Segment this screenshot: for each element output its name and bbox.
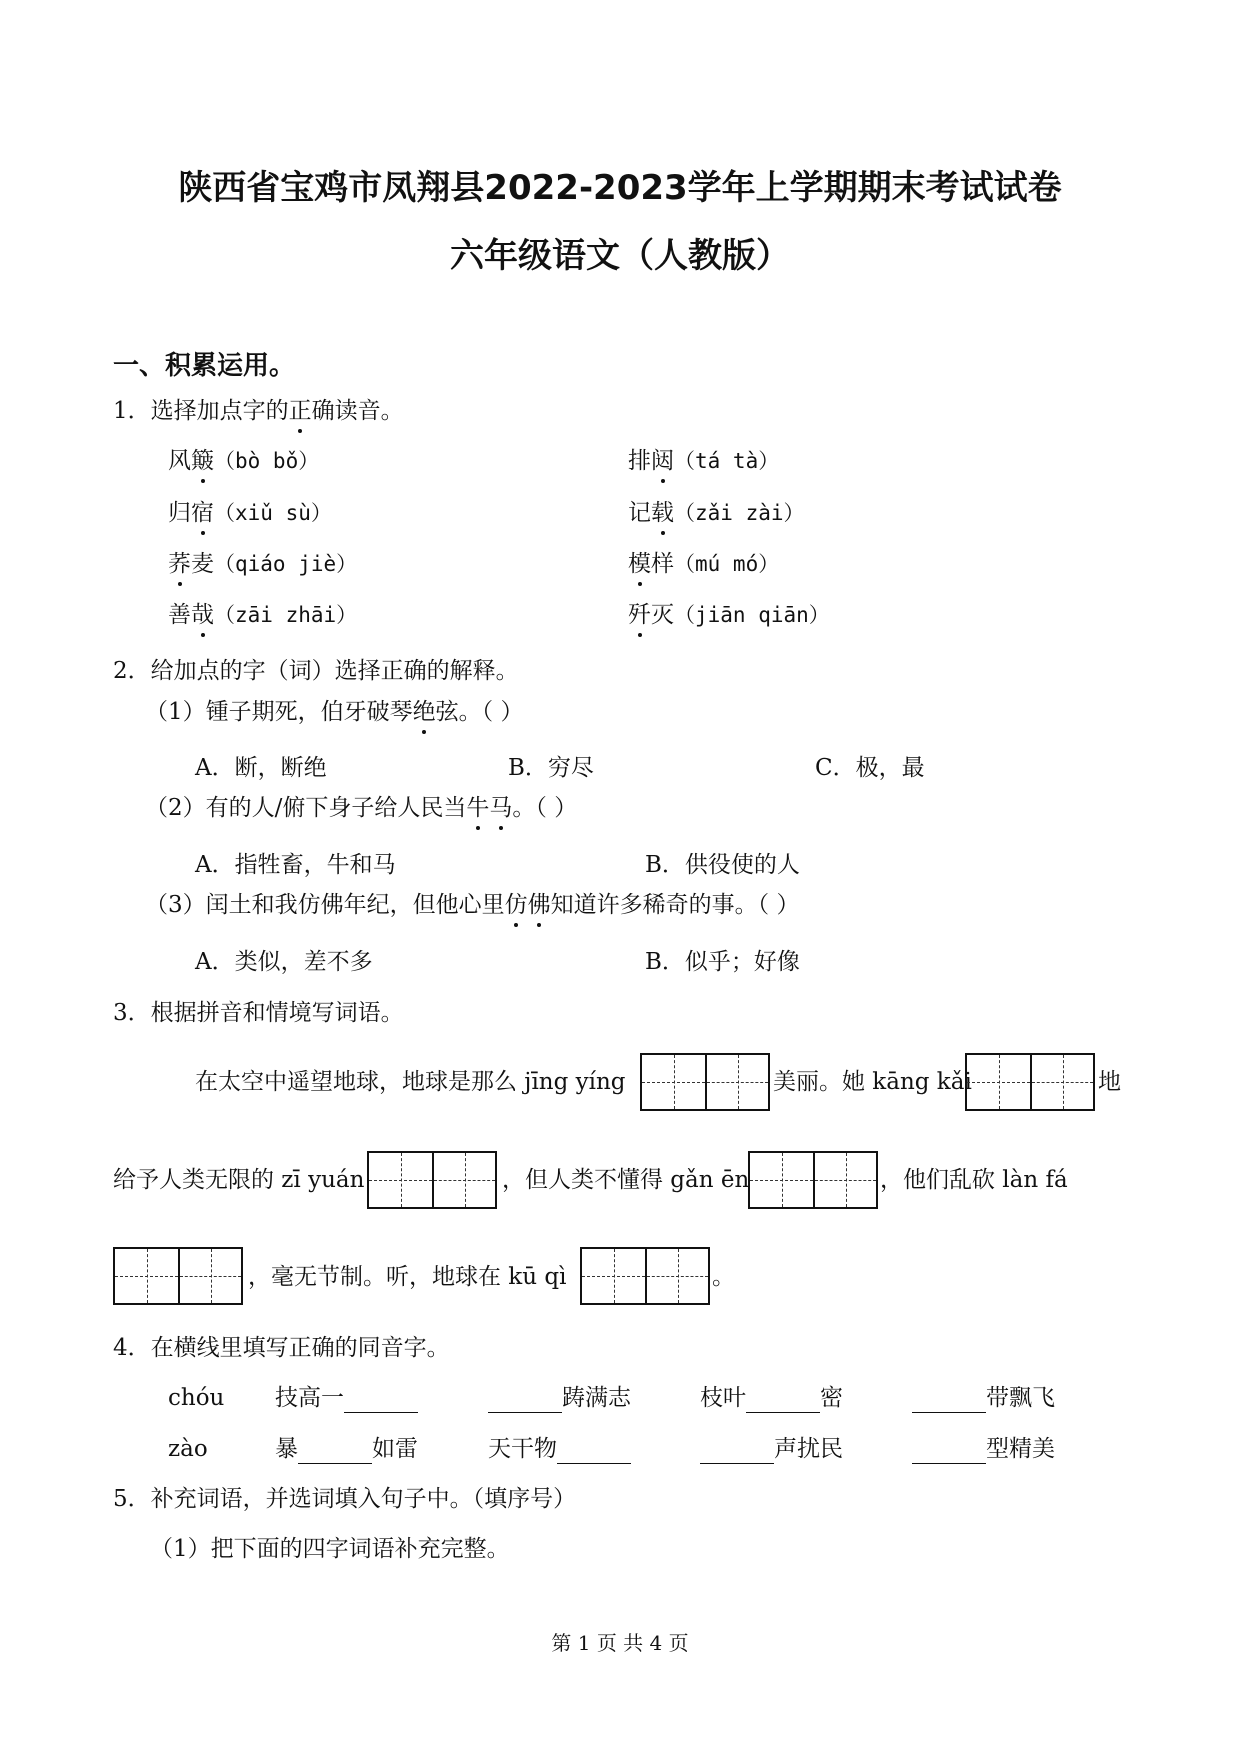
q1-stem-pre: 1．选择加点字的	[113, 398, 289, 424]
q3-line2-c: ，他们乱砍 làn fá	[880, 1167, 1068, 1193]
q2-sub3	[145, 890, 799, 920]
q4-row1-pinyin: chóu	[168, 1385, 225, 1411]
q2-sub2-opt-b: B．供役使的人	[645, 852, 800, 878]
q2-sub2	[145, 793, 577, 823]
item-pinyin: （mú mó）	[674, 552, 780, 576]
item-dot-char: 模	[628, 551, 651, 577]
q1-stem-dot: 正	[288, 398, 312, 424]
page-number: 第 1 页 共 4 页	[551, 1631, 689, 1655]
q2-sub3-opt-a: A．类似，差不多	[195, 949, 373, 975]
sub-text: 知道许多稀奇的事。（ ）	[550, 892, 800, 918]
q4-row2-word1	[275, 1434, 418, 1464]
answer-grid-kuqi[interactable]	[580, 1247, 710, 1305]
q4-row2-pinyin: zào	[168, 1436, 208, 1462]
item-dot-char: 荞	[168, 551, 191, 577]
grid-cell[interactable]	[432, 1153, 495, 1207]
q3-line1-b: 美丽。她 kāng kǎi	[773, 1069, 972, 1095]
sub-dot-char: 佛	[527, 892, 551, 918]
q4-row2-word4	[912, 1434, 1055, 1464]
sub-dot-char: 牛	[466, 795, 490, 821]
q1-item-5	[168, 549, 357, 579]
item-char: 排	[628, 448, 651, 474]
q2-sub1-opt-c: C．极，最	[815, 755, 925, 781]
fill-blank[interactable]	[912, 1441, 986, 1464]
fill-blank[interactable]	[700, 1441, 774, 1464]
q4-row1-word2	[488, 1383, 631, 1413]
word-text: 声扰民	[774, 1436, 843, 1462]
fill-blank[interactable]	[488, 1390, 562, 1413]
sub-text: 。（ ）	[512, 795, 578, 821]
word-text: 技高一	[275, 1385, 344, 1411]
word-text: 型精美	[986, 1436, 1055, 1462]
word-text: 踌满志	[562, 1385, 631, 1411]
q1-item-6	[628, 549, 779, 579]
item-pinyin: （bò bǒ）	[214, 449, 320, 473]
item-char: 灭	[651, 602, 674, 628]
word-text: 带飘飞	[986, 1385, 1055, 1411]
q1-item-2	[628, 446, 779, 476]
q1-item-7	[168, 600, 357, 630]
grid-cell[interactable]	[369, 1153, 432, 1207]
q2-sub1	[145, 697, 523, 727]
item-char: 风	[168, 448, 191, 474]
q3-line1-a: 在太空中遥望地球，地球是那么 jīng yíng	[195, 1069, 626, 1095]
word-text: 暴	[275, 1436, 298, 1462]
item-pinyin: （tá tà）	[674, 449, 780, 473]
q2-sub3-opt-b: B．似乎；好像	[645, 949, 800, 975]
item-dot-char: 宿	[191, 500, 214, 526]
item-dot-char: 载	[651, 500, 674, 526]
item-dot-char: 闼	[651, 448, 674, 474]
word-text: 密	[820, 1385, 843, 1411]
grid-cell[interactable]	[967, 1055, 1030, 1109]
item-char: 样	[651, 551, 674, 577]
item-pinyin: （qiáo jiè）	[214, 552, 358, 576]
grid-cell[interactable]	[178, 1249, 241, 1303]
answer-grid-jingying[interactable]	[640, 1053, 770, 1111]
word-text: 枝叶	[700, 1385, 746, 1411]
answer-grid-lanfa[interactable]	[113, 1247, 243, 1305]
answer-grid-ganen[interactable]	[748, 1151, 878, 1209]
q1-item-3	[168, 498, 332, 528]
grid-cell[interactable]	[642, 1055, 705, 1109]
item-dot-char: 歼	[628, 602, 651, 628]
answer-grid-kangkai[interactable]	[965, 1053, 1095, 1111]
fill-blank[interactable]	[298, 1441, 372, 1464]
fill-blank[interactable]	[746, 1390, 820, 1413]
q2-stem: 2．给加点的字（词）选择正确的解释。	[113, 658, 519, 684]
q3-line2-a: 给予人类无限的 zī yuán	[113, 1167, 365, 1193]
q4-row1-word4	[912, 1383, 1055, 1413]
q3-line3-a: ，毫无节制。听，地球在 kū qì	[248, 1264, 567, 1290]
q2-sub1-opt-a: A．断，断绝	[195, 755, 327, 781]
q4-row2-word3	[700, 1434, 843, 1464]
grid-cell[interactable]	[115, 1249, 178, 1303]
q4-stem: 4．在横线里填写正确的同音字。	[113, 1335, 450, 1361]
q5-stem: 5．补充词语，并选词填入句子中。（填序号）	[113, 1486, 577, 1512]
grid-cell[interactable]	[582, 1249, 645, 1303]
item-char: 善	[168, 602, 191, 628]
grid-cell[interactable]	[1030, 1055, 1093, 1109]
fill-blank[interactable]	[557, 1441, 631, 1464]
q3-line2-b: ，但人类不懂得 gǎn ēn	[502, 1167, 750, 1193]
q1-item-8	[628, 600, 830, 630]
exam-subtitle: 六年级语文（人教版）	[450, 236, 790, 276]
sub-text: （1）锺子期死，伯牙破琴	[145, 699, 413, 725]
item-char: 麦	[191, 551, 214, 577]
item-dot-char: 哉	[191, 602, 214, 628]
item-char: 记	[628, 500, 651, 526]
grid-cell[interactable]	[813, 1153, 876, 1207]
q4-row1-word1	[275, 1383, 418, 1413]
q3-stem: 3．根据拼音和情境写词语。	[113, 1000, 404, 1026]
fill-blank[interactable]	[912, 1390, 986, 1413]
q4-row1-word3	[700, 1383, 843, 1413]
q1-stem	[113, 396, 404, 426]
fill-blank[interactable]	[344, 1390, 418, 1413]
sub-dot-char: 马	[489, 795, 513, 821]
item-char: 归	[168, 500, 191, 526]
sub-text: 弦。（ ）	[435, 699, 524, 725]
item-dot-char: 簸	[191, 448, 214, 474]
item-pinyin: （xiǔ sù）	[214, 501, 332, 525]
q3-line3-b: 。	[712, 1264, 735, 1290]
q5-sub1: （1）把下面的四字词语补充完整。	[150, 1536, 510, 1562]
q1-item-4	[628, 498, 805, 528]
grid-cell[interactable]	[705, 1055, 768, 1109]
q2-sub1-opt-b: B．穷尽	[508, 755, 594, 781]
q4-row2-word2	[488, 1434, 631, 1464]
grid-cell[interactable]	[645, 1249, 708, 1303]
section-heading: 一、积累运用。	[113, 351, 296, 381]
sub-dot-char: 绝	[412, 699, 436, 725]
q2-sub2-opt-a: A．指牲畜，牛和马	[195, 852, 396, 878]
q1-item-1	[168, 446, 319, 476]
sub-text: （3）闰土和我仿佛年纪，但他心里	[145, 892, 505, 918]
word-text: 天干物	[488, 1436, 557, 1462]
item-pinyin: （jiān qiān）	[674, 603, 830, 627]
item-pinyin: （zǎi zài）	[674, 501, 805, 525]
sub-dot-char: 仿	[504, 892, 528, 918]
answer-grid-ziyuan[interactable]	[367, 1151, 497, 1209]
item-pinyin: （zāi zhāi）	[214, 603, 358, 627]
q1-stem-post: 确读音。	[311, 398, 404, 424]
exam-title: 陕西省宝鸡市凤翔县2022-2023学年上学期期末考试试卷	[178, 168, 1062, 208]
word-text: 如雷	[372, 1436, 418, 1462]
grid-cell[interactable]	[750, 1153, 813, 1207]
sub-text: （2）有的人/俯下身子给人民当	[145, 795, 467, 821]
q3-line1-c: 地	[1098, 1069, 1121, 1095]
